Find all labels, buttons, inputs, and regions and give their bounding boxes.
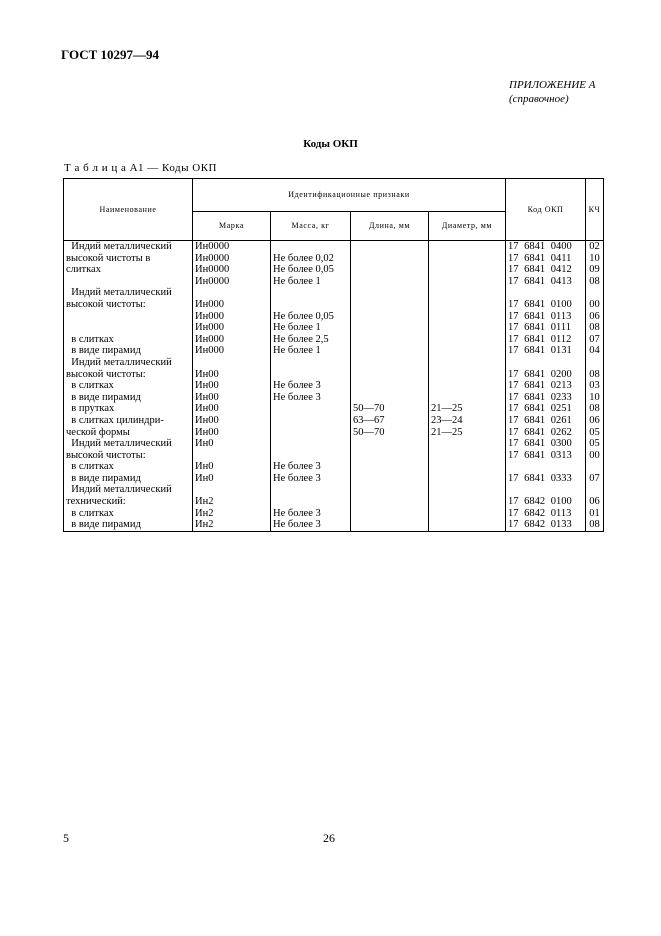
cell-name: в прутках	[64, 403, 193, 415]
cell-mark: Ин000	[193, 311, 271, 323]
cell-code: 17 6841 0400	[506, 241, 586, 253]
document-header: ГОСТ 10297—94	[61, 47, 160, 62]
cell-length	[351, 473, 429, 485]
header-identification-group: Идентификационные признаки	[193, 179, 506, 212]
cell-name: в слитках	[64, 334, 193, 346]
cell-diameter	[429, 438, 506, 450]
cell-code: 17 6841 0413	[506, 276, 586, 288]
cell-kch	[586, 484, 604, 496]
cell-mass: Не более 3	[271, 508, 351, 520]
cell-code: 17 6841 0100	[506, 299, 586, 311]
cell-mark: Ин00	[193, 427, 271, 439]
cell-code: 17 6841 0333	[506, 473, 586, 485]
cell-kch: 02	[586, 241, 604, 253]
cell-kch: 04	[586, 345, 604, 357]
cell-length	[351, 357, 429, 369]
cell-code: 17 6841 0261	[506, 415, 586, 427]
cell-code: 17 6841 0213	[506, 380, 586, 392]
cell-mass	[271, 496, 351, 508]
cell-name: ческой формы	[64, 427, 193, 439]
cell-mark: Ин2	[193, 519, 271, 531]
cell-code: 17 6842 0100	[506, 496, 586, 508]
cell-code: 17 6841 0113	[506, 311, 586, 323]
cell-kch: 08	[586, 276, 604, 288]
cell-mark: Ин0	[193, 473, 271, 485]
cell-code: 17 6841 0112	[506, 334, 586, 346]
cell-diameter	[429, 461, 506, 473]
cell-length	[351, 508, 429, 520]
cell-mass: Не более 0,05	[271, 311, 351, 323]
cell-mark: Ин00	[193, 369, 271, 381]
cell-kch: 09	[586, 264, 604, 276]
cell-name: Индий металлический	[64, 241, 193, 253]
cell-diameter	[429, 264, 506, 276]
header-diameter: Диаметр, мм	[429, 212, 506, 241]
cell-mass	[271, 427, 351, 439]
cell-mass: Не более 1	[271, 322, 351, 334]
cell-name	[64, 276, 193, 288]
cell-kch	[586, 461, 604, 473]
cell-kch: 03	[586, 380, 604, 392]
cell-kch: 07	[586, 473, 604, 485]
footer-left-number: 5	[63, 831, 69, 845]
cell-kch	[586, 287, 604, 299]
cell-length	[351, 369, 429, 381]
cell-length	[351, 334, 429, 346]
cell-kch: 01	[586, 508, 604, 520]
cell-code	[506, 461, 586, 473]
cell-kch: 10	[586, 253, 604, 265]
table-row	[64, 276, 604, 288]
cell-code: 17 6842 0133	[506, 519, 586, 531]
cell-diameter	[429, 508, 506, 520]
table-row	[64, 241, 604, 253]
cell-length	[351, 322, 429, 334]
cell-diameter	[429, 311, 506, 323]
cell-code: 17 6841 0313	[506, 450, 586, 462]
cell-mass: Не более 3	[271, 461, 351, 473]
cell-diameter	[429, 380, 506, 392]
cell-code	[506, 484, 586, 496]
cell-diameter	[429, 241, 506, 253]
cell-name: высокой чистоты:	[64, 369, 193, 381]
cell-kch	[586, 357, 604, 369]
cell-diameter: 21—25	[429, 403, 506, 415]
cell-mark: Ин0000	[193, 276, 271, 288]
cell-mark: Ин0000	[193, 253, 271, 265]
table-row	[64, 380, 604, 392]
cell-mark: Ин000	[193, 345, 271, 357]
cell-mass: Не более 3	[271, 392, 351, 404]
cell-name: слитках	[64, 264, 193, 276]
table-row	[64, 415, 604, 427]
cell-length	[351, 287, 429, 299]
cell-length	[351, 450, 429, 462]
table-caption: Т а б л и ц а А1 — Коды ОКП	[64, 162, 217, 174]
table-row	[64, 287, 604, 299]
table-row	[64, 264, 604, 276]
cell-mass: Не более 1	[271, 276, 351, 288]
cell-diameter	[429, 369, 506, 381]
table-row	[64, 369, 604, 381]
cell-length	[351, 299, 429, 311]
cell-kch: 05	[586, 438, 604, 450]
cell-name: в виде пирамид	[64, 345, 193, 357]
cell-mass	[271, 369, 351, 381]
cell-mark	[193, 357, 271, 369]
cell-mark: Ин0	[193, 438, 271, 450]
cell-diameter	[429, 334, 506, 346]
cell-name: в слитках	[64, 508, 193, 520]
cell-kch: 08	[586, 322, 604, 334]
cell-code: 17 6841 0233	[506, 392, 586, 404]
cell-name	[64, 311, 193, 323]
header-name: Наименование	[64, 179, 193, 241]
cell-kch: 00	[586, 299, 604, 311]
table-row	[64, 392, 604, 404]
table-row	[64, 427, 604, 439]
page-number: 26	[323, 831, 335, 845]
cell-mass	[271, 450, 351, 462]
table-row	[64, 496, 604, 508]
cell-name: высокой чистоты в	[64, 253, 193, 265]
table-row	[64, 322, 604, 334]
cell-length	[351, 311, 429, 323]
cell-name: в виде пирамид	[64, 473, 193, 485]
cell-name: Индий металлический	[64, 484, 193, 496]
okp-codes-table	[63, 178, 604, 532]
cell-mass	[271, 484, 351, 496]
cell-mark	[193, 450, 271, 462]
cell-length	[351, 380, 429, 392]
cell-length	[351, 519, 429, 531]
cell-diameter	[429, 357, 506, 369]
cell-length	[351, 496, 429, 508]
cell-name: Индий металлический	[64, 357, 193, 369]
cell-name: технический:	[64, 496, 193, 508]
cell-length	[351, 276, 429, 288]
cell-mark: Ин2	[193, 496, 271, 508]
table-row	[64, 450, 604, 462]
cell-code	[506, 287, 586, 299]
appendix-block	[509, 78, 599, 106]
cell-kch: 06	[586, 311, 604, 323]
cell-diameter	[429, 484, 506, 496]
cell-mass: Не более 3	[271, 519, 351, 531]
cell-mark: Ин00	[193, 415, 271, 427]
table-row	[64, 473, 604, 485]
cell-code: 17 6841 0411	[506, 253, 586, 265]
cell-kch: 05	[586, 427, 604, 439]
table-body	[64, 241, 604, 532]
cell-code: 17 6841 0111	[506, 322, 586, 334]
cell-length	[351, 264, 429, 276]
table-row	[64, 311, 604, 323]
cell-code: 17 6841 0412	[506, 264, 586, 276]
cell-mark: Ин2	[193, 508, 271, 520]
cell-name: Индий металлический	[64, 287, 193, 299]
cell-mark: Ин00	[193, 380, 271, 392]
cell-diameter	[429, 322, 506, 334]
cell-kch: 07	[586, 334, 604, 346]
cell-diameter	[429, 473, 506, 485]
header-mark: Марка	[193, 212, 271, 241]
cell-diameter	[429, 276, 506, 288]
cell-diameter	[429, 450, 506, 462]
cell-diameter: 23—24	[429, 415, 506, 427]
cell-mass: Не более 0,05	[271, 264, 351, 276]
cell-name: Индий металлический	[64, 438, 193, 450]
cell-mass	[271, 299, 351, 311]
appendix-title: ПРИЛОЖЕНИЕ А	[509, 79, 596, 91]
cell-kch: 10	[586, 392, 604, 404]
cell-diameter	[429, 496, 506, 508]
table-row	[64, 508, 604, 520]
cell-diameter	[429, 299, 506, 311]
cell-mass: Не более 1	[271, 345, 351, 357]
cell-mass	[271, 403, 351, 415]
cell-mark	[193, 287, 271, 299]
header-mass: Масса, кг	[271, 212, 351, 241]
cell-mark: Ин000	[193, 299, 271, 311]
table-row	[64, 357, 604, 369]
cell-mark: Ин000	[193, 322, 271, 334]
cell-mass	[271, 287, 351, 299]
cell-code	[506, 357, 586, 369]
cell-mass: Не более 3	[271, 473, 351, 485]
cell-mass: Не более 3	[271, 380, 351, 392]
cell-name: в слитках цилиндри-	[64, 415, 193, 427]
table-row	[64, 438, 604, 450]
cell-length	[351, 461, 429, 473]
cell-kch: 08	[586, 403, 604, 415]
cell-diameter	[429, 519, 506, 531]
cell-code: 17 6842 0113	[506, 508, 586, 520]
cell-kch: 08	[586, 519, 604, 531]
cell-mass	[271, 438, 351, 450]
table-row	[64, 519, 604, 531]
cell-length: 50—70	[351, 427, 429, 439]
cell-code: 17 6841 0131	[506, 345, 586, 357]
cell-diameter	[429, 253, 506, 265]
cell-diameter	[429, 287, 506, 299]
cell-length	[351, 438, 429, 450]
cell-name: в слитках	[64, 461, 193, 473]
cell-kch: 06	[586, 496, 604, 508]
cell-mark: Ин000	[193, 334, 271, 346]
header-length: Длина, мм	[351, 212, 429, 241]
cell-mark: Ин00	[193, 403, 271, 415]
cell-name: в виде пирамид	[64, 392, 193, 404]
cell-mass	[271, 415, 351, 427]
header-code: Код ОКП	[506, 179, 586, 241]
cell-code: 17 6841 0251	[506, 403, 586, 415]
table-row	[64, 299, 604, 311]
cell-mark: Ин0	[193, 461, 271, 473]
cell-mass	[271, 357, 351, 369]
cell-mark: Ин0000	[193, 264, 271, 276]
cell-diameter	[429, 392, 506, 404]
cell-length: 50—70	[351, 403, 429, 415]
table-row	[64, 345, 604, 357]
cell-name: высокой чистоты:	[64, 450, 193, 462]
cell-length	[351, 253, 429, 265]
table-row	[64, 334, 604, 346]
cell-name: в виде пирамид	[64, 519, 193, 531]
header-kch: КЧ	[586, 179, 604, 241]
appendix-note: (справочное)	[509, 93, 569, 105]
cell-code: 17 6841 0262	[506, 427, 586, 439]
table-row	[64, 484, 604, 496]
cell-diameter	[429, 345, 506, 357]
cell-mark: Ин0000	[193, 241, 271, 253]
cell-mass	[271, 241, 351, 253]
cell-length	[351, 392, 429, 404]
cell-diameter: 21—25	[429, 427, 506, 439]
table-row	[64, 461, 604, 473]
cell-length	[351, 484, 429, 496]
cell-name	[64, 322, 193, 334]
table-row	[64, 403, 604, 415]
cell-kch: 06	[586, 415, 604, 427]
cell-mass: Не более 0,02	[271, 253, 351, 265]
cell-mark	[193, 484, 271, 496]
cell-name: высокой чистоты:	[64, 299, 193, 311]
cell-length	[351, 241, 429, 253]
table-row	[64, 253, 604, 265]
cell-mark: Ин00	[193, 392, 271, 404]
cell-kch: 08	[586, 369, 604, 381]
cell-length: 63—67	[351, 415, 429, 427]
cell-length	[351, 345, 429, 357]
cell-mass: Не более 2,5	[271, 334, 351, 346]
cell-code: 17 6841 0300	[506, 438, 586, 450]
section-title: Коды ОКП	[303, 138, 358, 150]
cell-name: в слитках	[64, 380, 193, 392]
cell-kch: 00	[586, 450, 604, 462]
cell-code: 17 6841 0200	[506, 369, 586, 381]
